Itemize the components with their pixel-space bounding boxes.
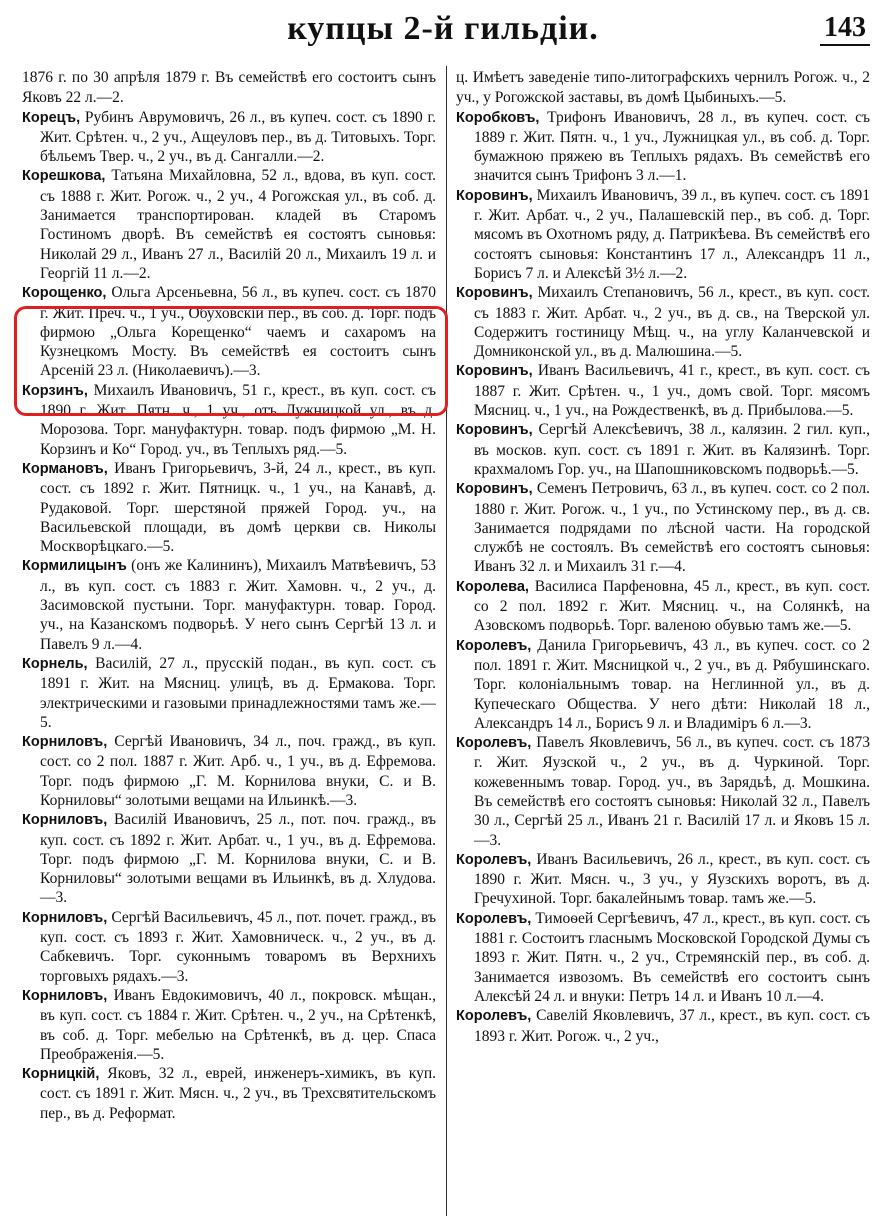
entry-text: Иванъ Евдокимовичъ, 40 л., покровск. мѣщан., въ куп. сост. съ 1884 г. Жит. Срѣтен. ч., 2 уч., на Срѣтенкѣ, въ соб. д. Торг. мебелью на Срѣтенкѣ, въ д. цер. Спаса Преображенія.—5. <box>40 986 436 1063</box>
entry <box>456 283 870 361</box>
right-column <box>456 68 870 1214</box>
entry-name: Корощенко, <box>22 285 107 302</box>
left-column <box>22 68 436 1214</box>
entry <box>22 556 436 653</box>
entry <box>22 68 436 108</box>
entry-text: Павелъ Яковлевичъ, 56 л., въ купеч. сост. съ 1873 г. Жит. Яузской ч., 2 уч., въ д. Чуркиной. Торг. кожевеннымъ товар. Город. уч., въ Зарядьѣ, д. Мошкина. Въ семействѣ его состоятъ сыновья: Николай 32 л., Павелъ 30 л., Сергѣй 25 л., Иванъ 21 г. Василій 17 л. и Яковъ 15 л.—3. <box>474 734 870 849</box>
entry <box>456 108 870 186</box>
entry-text: Яковъ, 32 л., еврей, инженеръ-химикъ, въ куп. сост. съ 1891 г. Жит. Мясн. ч., 2 уч., въ Трехсвятительскомъ пер., въ д. Реформат. <box>40 1065 436 1122</box>
entry <box>22 908 436 986</box>
entry-name: Корниловъ, <box>22 909 108 926</box>
entry-name: Королевъ, <box>456 735 532 752</box>
entry <box>456 361 870 420</box>
entry-name: Корнель, <box>22 655 88 672</box>
entry-text: Тимоѳей Сергѣевичъ, 47 л., крест., въ куп. сост. съ 1881 г. Состоитъ гласнымъ Московской Городской Думы съ 1893 г. Жит. Пятн. ч., 2 уч., Стремянскій пер., въ соб. д. Занимается извозомъ. Въ семействѣ его состоитъ сынъ Алексѣй 24 л. и внуки: Петръ 14 л. и Иванъ 10 л.—4. <box>474 909 870 1005</box>
page-title: купцы 2-й гильдіи. <box>287 10 599 47</box>
entry-name: Кормилицынъ <box>22 558 127 575</box>
entry-name: Королевъ, <box>456 851 532 868</box>
entry <box>22 1064 436 1123</box>
entry <box>22 810 436 907</box>
entry <box>456 186 870 283</box>
entry <box>456 68 870 108</box>
entry-text: Василиса Парфеновна, 45 л., крест., въ куп. сост. со 2 пол. 1892 г. Жит. Мясниц. ч., на Солянкѣ, на Азовскомъ подворьѣ. Торг. валеною обувью тамъ же.—5. <box>474 577 870 635</box>
entry-name: Кормановъ, <box>22 460 108 477</box>
entry-text: Сергѣй Алексѣевичъ, 38 л., калязин. 2 гил. куп., въ москов. куп. сост. съ 1891 г. Жит. въ Калязинѣ. Торг. крахмаломъ Гор. уч., на Шапошниковскомъ подворьѣ.—5. <box>474 421 870 478</box>
entry-highlighted <box>22 283 436 380</box>
entry-text: Ольга Арсеньевна, 56 л., въ купеч. сост. съ 1870 г. Жит. Преч. ч., 1 уч., Обуховскій пер., въ соб. д. Торг. подъ фирмою „Ольга Корещенко“ чаемъ и сахаромъ на Кузнецкомъ Мосту. Въ семействѣ ея состоитъ сынъ Арсеній 23 л. (Николаевичъ).—3. <box>40 284 436 380</box>
entry-text: Сергѣй Ивановичъ, 34 л., поч. гражд., въ куп. сост. со 2 пол. 1887 г. Жит. Арб. ч., 1 уч., въ д. Ефремова. Торг. подъ фирмою „Г. М. Корнилова внуки, С. и В. Корниловы“ золотыми вещами на Ильинкѣ.—3. <box>40 733 436 809</box>
entry <box>22 108 436 167</box>
entry-text: Семенъ Петровичъ, 63 л., въ купеч. сост. со 2 пол. 1880 г. Жит. Рогож. ч., 1 уч., по Устинскому пер., въ д. св. Занимается подрядами по лѣсной части. На городской службѣ не состоялъ. Въ семействѣ его состоятъ сыновья: Иванъ 32 л. и Михаилъ 31 г.—4. <box>474 480 870 576</box>
entry-name: Королева, <box>456 578 529 595</box>
entry <box>456 420 870 479</box>
entry <box>456 909 870 1006</box>
entry <box>22 732 436 810</box>
entry-name: Корницкій, <box>22 1066 100 1083</box>
entry-name: Корниловъ, <box>22 987 108 1004</box>
entry <box>456 850 870 909</box>
entry <box>456 733 870 850</box>
entry-text: Иванъ Васильевичъ, 41 г., крест., въ куп. сост. съ 1887 г. Жит. Срѣтен. ч., 1 уч., домъ свой. Торг. мясомъ Мясниц. ч., 1 уч., на Рождественкѣ, въ д. Прибылова.—5. <box>474 362 870 420</box>
entry <box>22 654 436 732</box>
column-divider <box>446 66 447 1216</box>
entry-text: Трифонъ Ивановичъ, 28 л., въ купеч. сост. съ 1889 г. Жит. Пятн. ч., 1 уч., Лужницкая ул., въ соб. д. Торг. бумажною пряжею въ Теплыхъ рядахъ. Въ семействѣ его значится сынъ Трифонъ 3 л.—1. <box>474 108 870 185</box>
entry <box>456 479 870 576</box>
entry-text: Савелій Яковлевичъ, 37 л., крест., въ куп. сост. съ 1893 г. Жит. Рогож. ч., 2 уч., <box>474 1007 870 1045</box>
entry-name: Коровинъ, <box>456 187 533 204</box>
entry-text: Михаилъ Ивановичъ, 51 г., крест., въ куп. сост. съ 1890 г. Жит. Пятн. ч., 1 уч., отъ Лужницкой ул., въ д. Морозова. Торг. мануфактурн. товар. подъ фирмою „М. Н. Корзинъ и Ко“ Город. уч., въ Теплыхъ ряд.—5. <box>40 381 436 458</box>
entry-name: Коровинъ, <box>456 285 533 302</box>
entry <box>456 1006 870 1046</box>
entry-text: Иванъ Васильевичъ, 26 л., крест., въ куп. сост. съ 1890 г. Жит. Мясн. ч., 3 уч., у Яузскихъ воротъ, въ д. Гречухиной. Торг. бакалейнымъ товар. тамъ же.—5. <box>474 850 870 908</box>
entry-name: Корецъ, <box>22 109 81 126</box>
entry <box>456 577 870 636</box>
entry-text: Василій Ивановичъ, 25 л., пот. поч. гражд., въ куп. сост. съ 1892 г. Жит. Арбат. ч., 1 уч., въ д. Ефремова. Торг. подъ фирмою „Г. М. Корнилова внуки, С. и В. Корниловы“ золотыми вещами въ Ильинкѣ, въ д. Хлудова.—3. <box>40 811 436 907</box>
entry-text: Михаилъ Ивановичъ, 39 л., въ купеч. сост. съ 1891 г. Жит. Арбат. ч., 2 уч., Палашевскій пер., въ соб. д. Торг. мясомъ въ Охотномъ ряду, д. Патрикѣева. Въ семействѣ его состоятъ сыновья: Константинъ 17 л., Александръ 11 л., Борисъ 7 л. и Алексѣй 3½ л.—2. <box>474 186 870 282</box>
page-number: 143 <box>820 12 870 46</box>
entry <box>22 381 436 459</box>
entry <box>22 459 436 556</box>
entry-text: ц. Имѣетъ заведеніе типо-литографскихъ чернилъ Рогож. ч., 2 уч., у Рогожской заставы, въ домѣ Цыбиныхъ.—5. <box>456 69 870 107</box>
entry <box>22 166 436 283</box>
entry <box>22 986 436 1064</box>
page-header <box>0 0 886 62</box>
entry-name: Королевъ, <box>456 1008 532 1025</box>
entry-text: Василій, 27 л., прусскій подан., въ куп. сост. съ 1891 г. Жит. на Мясниц. улицѣ, въ д. Ермакова. Торг. электрическими и газовыми принадлежностями тамъ же.—5. <box>40 654 436 731</box>
entry-text: Рубинъ Аврумовичъ, 26 л., въ купеч. сост. съ 1890 г. Жит. Срѣтен. ч., 2 уч., Ащеуловъ пер., въ д. Титовыхъ. Торг. бѣльемъ Твер. ч., 2 уч., въ д. Сангалли.—2. <box>40 108 436 166</box>
entry-name: Коровинъ, <box>456 363 533 380</box>
entry-text: 1876 г. по 30 апрѣля 1879 г. Въ семействѣ его состоитъ сынъ Яковъ 22 л.—2. <box>22 69 436 107</box>
entry-name: Коровинъ, <box>456 481 533 498</box>
entry-text: Татьяна Михайловна, 52 л., вдова, въ куп. сост. съ 1888 г. Жит. Рогож. ч., 2 уч., 4 Рогожская ул., въ соб. д. Занимается транспортирован. кладей въ Старомъ Гостиномъ дворѣ. Въ семействѣ ея состоятъ сыновья: Николай 29 л., Иванъ 27 л., Василій 20 л., Михаилъ 19 л. и Георгій 11 л.—2. <box>40 167 436 282</box>
entry-name: Коробковъ, <box>456 109 540 126</box>
entry <box>456 636 870 733</box>
entry-name: Корниловъ, <box>22 812 108 829</box>
entry-name: Королевъ, <box>456 637 532 654</box>
entry-text: (онъ же Калининъ), Михаилъ Матвѣевичъ, 53 л., въ куп. сост. съ 1883 г. Жит. Хамовн. ч., 2 уч., д. Засимовской пустыни. Торг. мануфактурн. товар. Город. уч., на Казанскомъ подворьѣ. У него сынъ Сергѣй 13 л. и Павелъ 9 л.—4. <box>40 557 436 653</box>
entry-text: Иванъ Григорьевичъ, 3-й, 24 л., крест., въ куп. сост. съ 1892 г. Жит. Пятницк. ч., 1 уч., на Канавѣ, д. Рудаковой. Торг. шерстяной пряжей Город. уч., на Васильевской площади, въ домѣ церкви св. Николы Москворѣцкаго.—5. <box>40 459 436 556</box>
entry-name: Королевъ, <box>456 910 532 927</box>
entry-name: Корешкова, <box>22 168 106 185</box>
entry-name: Корзинъ, <box>22 382 88 399</box>
entry-text: Михаилъ Степановичъ, 56 л., крест., въ куп. сост. съ 1883 г. Жит. Арбат. ч., 2 уч., въ д. св., на Тверской ул. Содержитъ гостиницу Мѣщ. ч., на углу Каланчевской и Домниконской ул., въ д. Малюшина.—5. <box>474 284 870 361</box>
entry-name: Коровинъ, <box>456 422 533 439</box>
entry-name: Корниловъ, <box>22 734 108 751</box>
entry-text: Данила Григорьевичъ, 43 л., въ купеч. сост. со 2 пол. 1891 г. Жит. Мясницкой ч., 2 уч., въ д. Рябушинскаго. Торг. колоніальнымъ товар. на Неглинной ул., въ д. Купеческаго Общества. У него дѣти: Николай 18 л., Александръ 14 л., Борисъ 9 л. и Владиміръ 6 л.—3. <box>474 636 870 732</box>
entry-text: Сергѣй Васильевичъ, 45 л., пот. почет. гражд., въ куп. сост. съ 1893 г. Жит. Хамовническ. ч., 2 уч., въ д. Сабкевичъ. Торг. суконнымъ товаромъ въ Верхнихъ торговыхъ рядахъ.—3. <box>40 908 436 985</box>
